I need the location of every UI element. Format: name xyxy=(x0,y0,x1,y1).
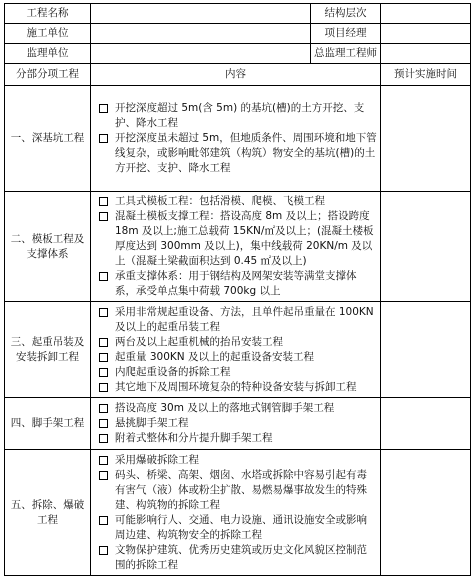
section-items xyxy=(91,398,381,450)
checkbox[interactable] xyxy=(99,516,108,525)
section-items xyxy=(91,86,381,192)
checkbox[interactable] xyxy=(99,456,108,465)
item-text: 起重量 300KN 及以上的起重设备安装工程 xyxy=(115,350,314,363)
section-row xyxy=(5,192,471,302)
list-item xyxy=(94,431,377,446)
column-header-row xyxy=(5,64,471,86)
section-name: 四、脚手架工程 xyxy=(5,398,91,450)
structure-levels-value[interactable] xyxy=(381,4,471,24)
structure-levels-label: 结构层次 xyxy=(311,4,381,24)
item-text: 附着式整体和分片提升脚手架工程 xyxy=(115,432,273,444)
list-item xyxy=(94,101,377,131)
checkbox[interactable] xyxy=(99,404,108,413)
item-text: 工具式模板工程：包括滑模、爬模、飞模工程 xyxy=(115,195,325,207)
checkbox[interactable] xyxy=(99,383,108,392)
item-text: 码头、桥梁、高架、烟囱、水塔或拆除中容易引起有毒有害气（液）体或粉尘扩散、易燃易爆事故发生的特殊建、构筑物的拆除工程 xyxy=(115,468,367,511)
list-item xyxy=(94,401,377,416)
item-text: 可能影响行人、交通、电力设施、通讯设施安全或影响周边建、构筑物安全的拆除工程 xyxy=(115,513,367,541)
schedule-cell[interactable] xyxy=(381,450,471,576)
schedule-cell[interactable] xyxy=(381,192,471,302)
item-text: 开挖深度虽未超过 5m，但地质条件、周围环境和地下管线复杂，或影响毗邻建筑（构筑）物安全的基坑(槽)的土方开挖、支护、降水工程 xyxy=(115,132,377,174)
section-name: 一、深基坑工程 xyxy=(5,86,91,192)
item-text: 文物保护建筑、优秀历史建筑或历史文化风貌区控制范围的拆除工程 xyxy=(115,543,367,571)
item-text: 采用非常规起重设备、方法，且单件起吊重量在 100KN 及以上的起重吊装工程 xyxy=(115,305,374,333)
construction-unit-label: 施工单位 xyxy=(5,24,91,44)
section-name: 三、起重吊装及安装拆卸工程 xyxy=(5,302,91,398)
section-row xyxy=(5,450,471,576)
project-name-value[interactable] xyxy=(91,4,311,24)
schedule-cell[interactable] xyxy=(381,398,471,450)
header-row-construction xyxy=(5,24,471,44)
chief-supervisor-value[interactable] xyxy=(381,44,471,64)
list-item xyxy=(94,543,377,573)
category-column-header: 分部分项工程 xyxy=(5,64,91,86)
checkbox[interactable] xyxy=(99,212,108,221)
list-item xyxy=(94,305,377,335)
list-item xyxy=(94,131,377,176)
schedule-cell[interactable] xyxy=(381,302,471,398)
schedule-column-header: 预计实施时间 xyxy=(381,64,471,86)
checkbox[interactable] xyxy=(99,353,108,362)
list-item xyxy=(94,380,377,395)
project-manager-value[interactable] xyxy=(381,24,471,44)
construction-form-table xyxy=(4,3,471,576)
project-manager-label: 项目经理 xyxy=(311,24,381,44)
item-text: 其它地下及周围环境复杂的特种设备安装与拆卸工程 xyxy=(115,380,357,393)
section-items xyxy=(91,450,381,576)
checkbox[interactable] xyxy=(99,272,108,281)
header-row-project xyxy=(5,4,471,24)
checkbox[interactable] xyxy=(99,134,108,143)
section-row xyxy=(5,398,471,450)
header-row-supervision xyxy=(5,44,471,64)
item-text: 开挖深度超过 5m(含 5m) 的基坑(槽)的土方开挖、支护、降水工程 xyxy=(115,102,365,129)
construction-unit-value[interactable] xyxy=(91,24,311,44)
list-item xyxy=(94,335,377,350)
checkbox[interactable] xyxy=(99,471,108,480)
list-item xyxy=(94,453,377,468)
item-text: 采用爆破拆除工程 xyxy=(115,453,199,466)
list-item xyxy=(94,209,377,269)
content-column-header: 内容 xyxy=(91,64,381,86)
checkbox[interactable] xyxy=(99,546,108,555)
checkbox[interactable] xyxy=(99,197,108,206)
chief-supervisor-label: 总监理工程师 xyxy=(311,44,381,64)
item-text: 搭设高度 30m 及以上的落地式钢管脚手架工程 xyxy=(115,402,335,414)
item-text: 混凝土模板支撑工程：搭设高度 8m 及以上；搭设跨度 18m 及以上;施工总载荷 15KN/㎡及以上；(混凝土楼板厚度达到 300mm 及以上)，集中线载荷 20KN/m 及以上（混凝土梁截面积达到 0.45 ㎡及以上) xyxy=(115,210,374,267)
checkbox[interactable] xyxy=(99,368,108,377)
section-items xyxy=(91,192,381,302)
checkbox[interactable] xyxy=(99,419,108,428)
item-text: 两台及以上起重机械的抬吊安装工程 xyxy=(115,335,283,348)
checkbox[interactable] xyxy=(99,308,108,317)
list-item xyxy=(94,416,377,431)
supervision-unit-value[interactable] xyxy=(91,44,311,64)
checkbox[interactable] xyxy=(99,338,108,347)
section-row xyxy=(5,86,471,192)
section-name: 二、模板工程及支撑体系 xyxy=(5,192,91,302)
item-text: 悬挑脚手架工程 xyxy=(115,417,189,429)
list-item xyxy=(94,269,377,299)
section-name: 五、拆除、爆破工程 xyxy=(5,450,91,576)
item-text: 内爬起重设备的拆除工程 xyxy=(115,365,231,378)
list-item xyxy=(94,194,377,209)
list-item xyxy=(94,350,377,365)
section-items xyxy=(91,302,381,398)
checkbox[interactable] xyxy=(99,104,108,113)
checkbox[interactable] xyxy=(99,434,108,443)
supervision-unit-label: 监理单位 xyxy=(5,44,91,64)
section-row xyxy=(5,302,471,398)
list-item xyxy=(94,468,377,513)
list-item xyxy=(94,513,377,543)
project-name-label: 工程名称 xyxy=(5,4,91,24)
schedule-cell[interactable] xyxy=(381,86,471,192)
item-text: 承重支撑体系：用于钢结构及网架安装等满堂支撑体系，承受单点集中荷载 700kg 以上 xyxy=(115,270,357,297)
list-item xyxy=(94,365,377,380)
